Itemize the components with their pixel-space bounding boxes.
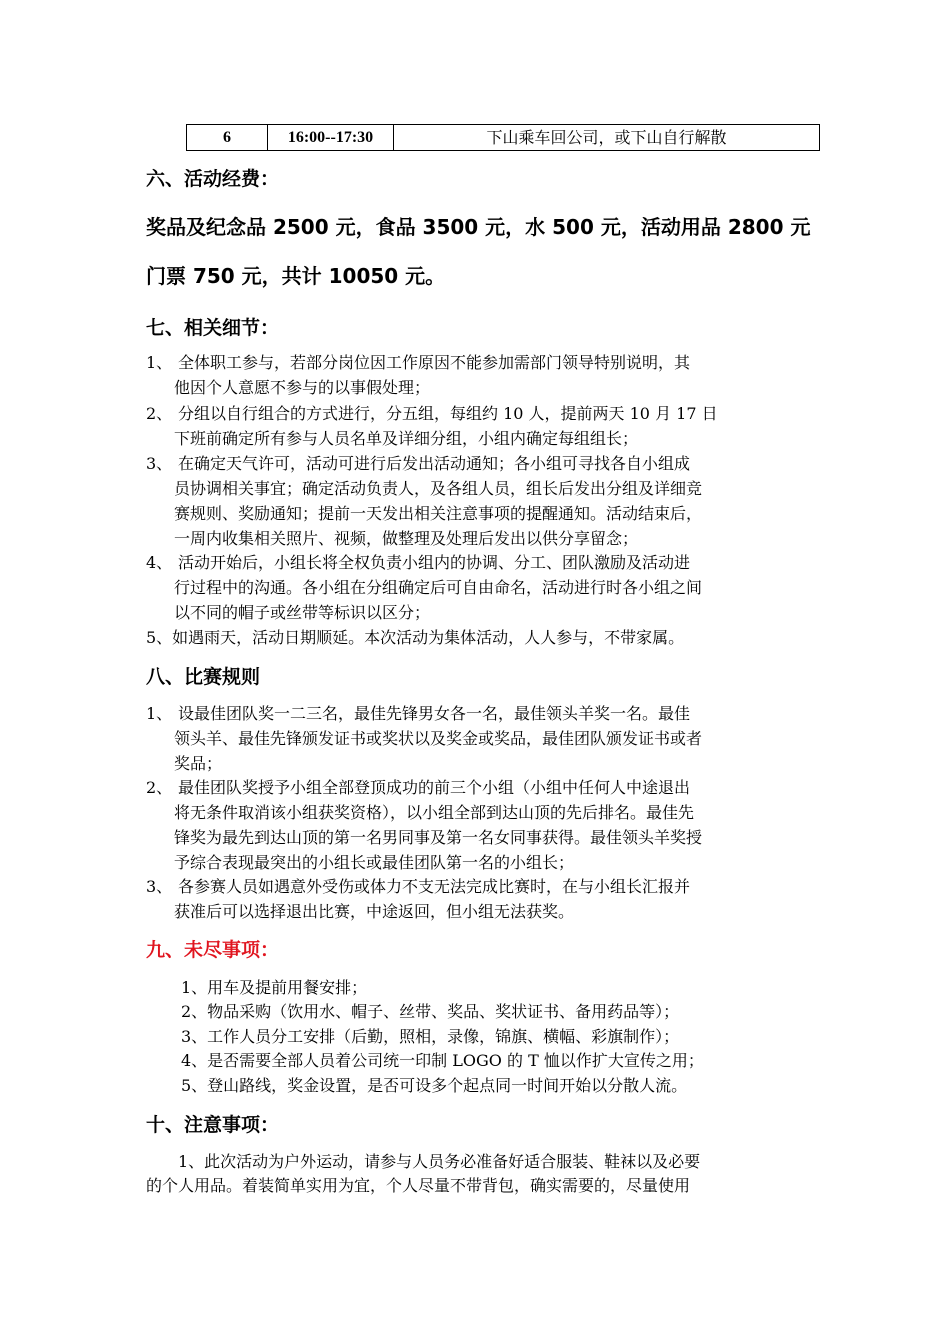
list-item-number: 1、	[146, 353, 173, 372]
budget-line-2: 门票 750 元，共计 10050 元。	[146, 264, 446, 288]
list-item-text: 在确定天气许可，活动可进行后发出活动通知；各小组可寻找各自小组成	[178, 454, 691, 473]
list-item-number: 2、	[146, 778, 173, 797]
list-item-text: 员协调相关事宜；确定活动负责人，及各组人员，组长后发出分组及详细竞	[174, 479, 703, 498]
list-item-text: 最佳团队奖授予小组全部登顶成功的前三个小组（小组中任何人中途退出	[178, 778, 691, 797]
list-item-text: 全体职工参与，若部分岗位因工作原因不能参加需部门领导特别说明，其	[178, 353, 691, 372]
schedule-number: 6	[187, 125, 268, 151]
list-item-text: 设最佳团队奖一二三名，最佳先锋男女各一名，最佳领头羊奖一名。最佳	[178, 704, 691, 723]
table-row	[187, 125, 820, 151]
schedule-description: 下山乘车回公司，或下山自行解散	[394, 125, 820, 151]
list-item	[146, 701, 826, 776]
list-item	[146, 401, 826, 451]
list-item	[146, 874, 826, 924]
list-item-text: 一周内收集相关照片、视频，做整理及处理后发出以供分享留念；	[174, 529, 639, 548]
notes-paragraph-line: 的个人用品。着装简单实用为宜，个人尽量不带背包，确实需要的，尽量使用	[146, 1176, 691, 1195]
list-item-text: 行过程中的沟通。各小组在分组确定后可自由命名，活动进行时各小组之间	[174, 578, 703, 597]
list-item-text: 5、如遇雨天，活动日期顺延。本次活动为集体活动，人人参与，不带家属。	[146, 628, 685, 647]
list-item-text: 奖品；	[174, 754, 223, 773]
section-heading-details: 七、相关细节：	[146, 317, 280, 339]
list-item-text: 各参赛人员如遇意外受伤或体力不支无法完成比赛时，在与小组长汇报并	[178, 877, 691, 896]
list-item-text: 以不同的帽子或丝带等标识以区分；	[174, 603, 431, 622]
list-item-text: 领头羊、最佳先锋颁发证书或奖状以及奖金或奖品，最佳团队颁发证书或者	[174, 729, 703, 748]
section-heading-pending: 九、未尽事项：	[146, 939, 280, 961]
list-item: 5、登山路线，奖金设置，是否可设多个起点同一时间开始以分散人流。	[181, 1076, 688, 1095]
list-item-number: 4、	[146, 553, 173, 572]
list-item: 2、物品采购（饮用水、帽子、丝带、奖品、奖状证书、备用药品等）；	[181, 1002, 680, 1021]
notes-paragraph-line: 1、此次活动为户外运动，请参与人员务必准备好适合服装、鞋袜以及必要	[146, 1152, 701, 1171]
list-item: 1、用车及提前用餐安排；	[181, 978, 368, 997]
list-item-number: 3、	[146, 877, 173, 896]
list-item-text: 分组以自行组合的方式进行，分五组，每组约 10 人，提前两天 10 月 17 日	[178, 404, 718, 423]
section-heading-rules: 八、比赛规则	[146, 666, 261, 688]
list-item-number: 2、	[146, 404, 173, 423]
list-item	[146, 350, 826, 400]
list-item-number: 1、	[146, 704, 173, 723]
list-item-text: 赛规则、奖励通知；提前一天发出相关注意事项的提醒通知。活动结束后，	[174, 504, 703, 523]
schedule-time: 16:00--17:30	[268, 125, 394, 151]
list-item	[146, 550, 826, 625]
list-item: 4、是否需要全部人员着公司统一印制 LOGO 的 T 恤以作扩大宣传之用；	[181, 1051, 704, 1070]
section-heading-budget: 六、活动经费：	[146, 168, 280, 190]
list-item	[146, 451, 826, 551]
list-item-text: 他因个人意愿不参与的以事假处理；	[174, 378, 431, 397]
list-item-text: 获准后可以选择退出比赛，中途返回，但小组无法获奖。	[174, 902, 575, 921]
schedule-table	[186, 124, 820, 151]
list-item-number: 3、	[146, 454, 173, 473]
list-item	[146, 775, 826, 875]
list-item-text: 予综合表现最突出的小组长或最佳团队第一名的小组长；	[174, 853, 575, 872]
list-item	[146, 625, 826, 650]
list-item-text: 活动开始后，小组长将全权负责小组内的协调、分工、团队激励及活动进	[178, 553, 691, 572]
section-heading-notes: 十、注意事项：	[146, 1114, 280, 1136]
list-item: 3、工作人员分工安排（后勤，照相，录像，锦旗、横幅、彩旗制作）；	[181, 1027, 680, 1046]
list-item-text: 锋奖为最先到达山顶的第一名男同事及第一名女同事获得。最佳领头羊奖授	[174, 828, 703, 847]
budget-line-1: 奖品及纪念品 2500 元，食品 3500 元，水 500 元，活动用品 2800 元	[146, 215, 811, 239]
list-item-text: 下班前确定所有参与人员名单及详细分组，小组内确定每组组长；	[174, 429, 639, 448]
list-item-text: 将无条件取消该小组获奖资格），以小组全部到达山顶的先后排名。最佳先	[174, 803, 695, 822]
